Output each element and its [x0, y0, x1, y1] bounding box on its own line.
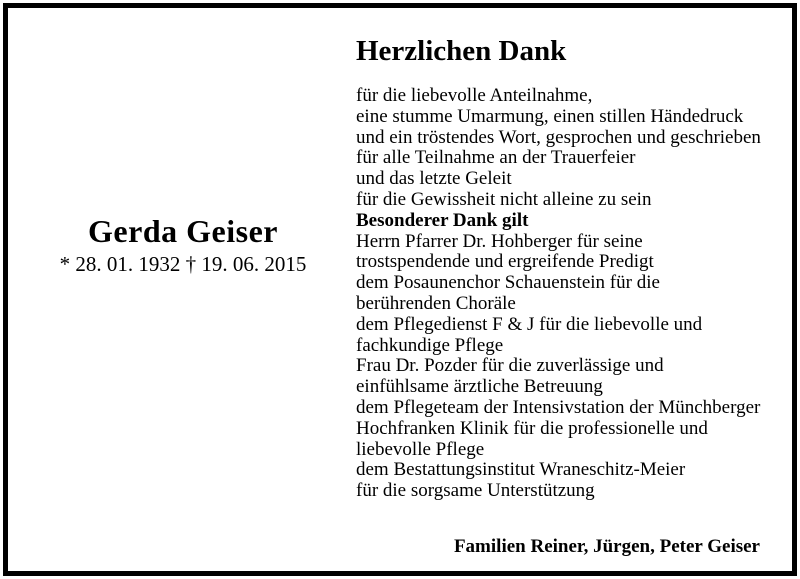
thanks-line: für die sorgsame Unterstützung	[356, 480, 595, 502]
thanks-line: liebevolle Pflege	[356, 438, 485, 460]
thanks-line: trostspendende und ergreifende Predigt	[356, 251, 654, 273]
thanks-block	[356, 34, 786, 502]
thanks-line: Frau Dr. Pozder für die zuverlässige und	[356, 355, 664, 377]
thanks-line: und das letzte Geleit	[356, 168, 512, 190]
thanks-line: dem Bestattungsinstitut Wraneschitz-Meier	[356, 459, 686, 481]
thanks-line: für die liebevolle Anteilnahme,	[356, 85, 593, 106]
special-thanks-heading: Besonderer Dank gilt	[356, 209, 529, 231]
deceased-name: Gerda Geiser	[88, 213, 278, 249]
thanks-line: dem Pflegedienst F & J für die liebevolle und	[356, 313, 703, 335]
deceased-block	[48, 213, 318, 277]
family-signature: Familien Reiner, Jürgen, Peter Geiser	[453, 536, 760, 557]
thanks-line: einfühlsame ärztliche Betreuung	[356, 376, 603, 398]
thanks-text	[356, 86, 786, 502]
notice-frame	[3, 3, 797, 576]
thanks-line: Herrn Pfarrer Dr. Hohberger für seine	[356, 230, 643, 252]
thanks-line: und ein tröstendes Wort, gesprochen und geschrieben	[356, 126, 761, 148]
thanks-line: für alle Teilnahme an der Trauerfeier	[356, 147, 636, 169]
thanks-line: eine stumme Umarmung, einen stillen Händedruck	[356, 105, 744, 127]
thanks-heading: Herzlichen Dank	[356, 35, 567, 67]
thanks-line: fachkundige Pflege	[356, 334, 504, 356]
life-dates: * 28. 01. 1932 † 19. 06. 2015	[59, 252, 307, 276]
thanks-line: Hochfranken Klinik für die professionelle und	[356, 417, 708, 439]
thanks-line: für die Gewissheit nicht alleine zu sein	[356, 188, 652, 210]
thanks-line: berührenden Choräle	[356, 292, 516, 314]
thanks-line: dem Pflegeteam der Intensivstation der Münchberger	[356, 396, 761, 418]
thanks-line: dem Posaunenchor Schauenstein für die	[356, 272, 660, 294]
